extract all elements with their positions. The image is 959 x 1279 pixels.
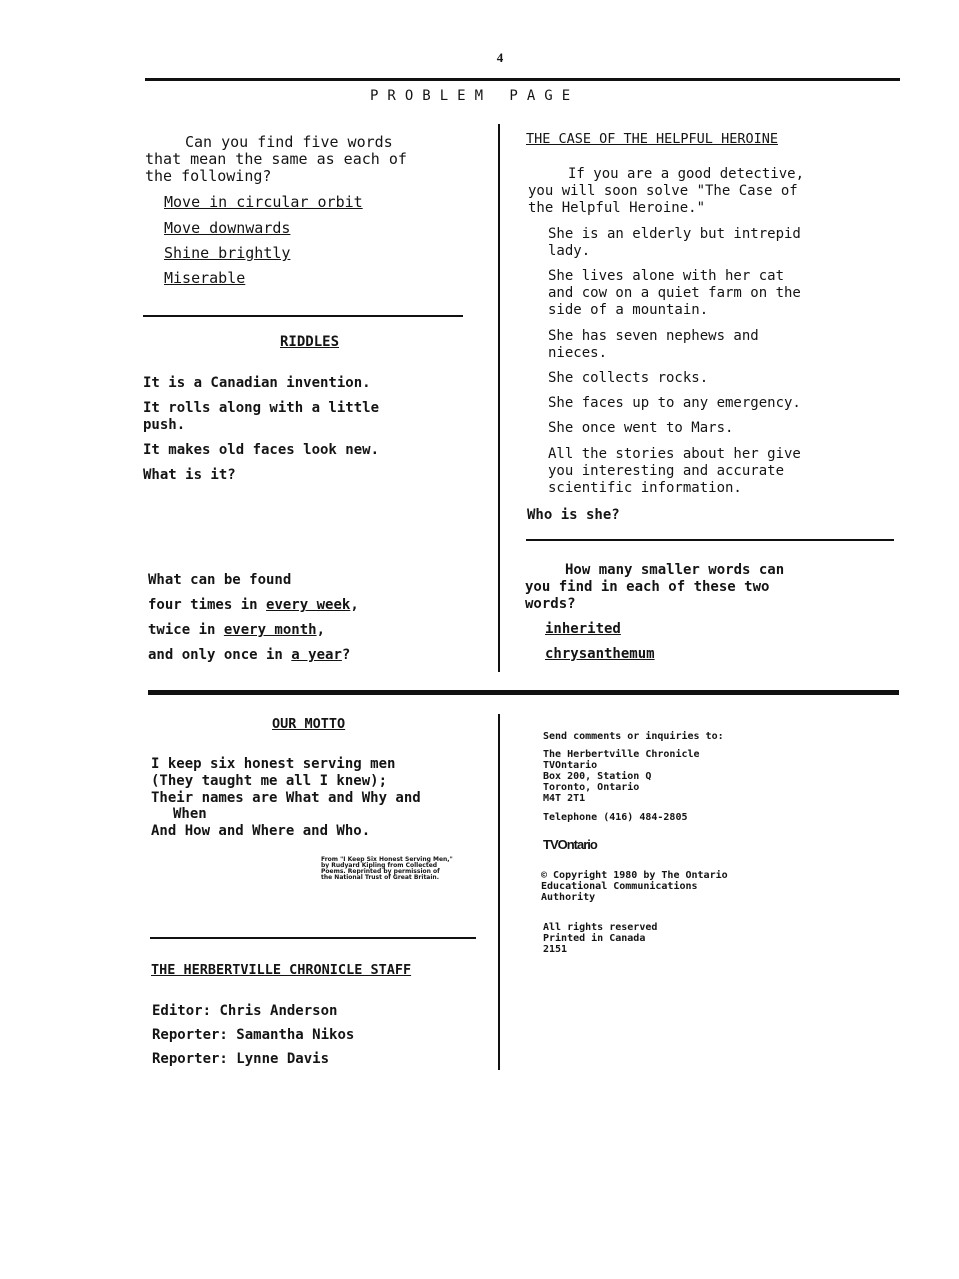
top-rule (145, 78, 900, 81)
found-line (148, 647, 359, 664)
heroine-title: THE CASE OF THE HELPFUL HEROINE (526, 131, 778, 147)
riddle-line: It makes old faces look new. (143, 442, 380, 458)
copyright-line: Educational Communications (541, 881, 698, 892)
column-divider-bottom (498, 714, 500, 1070)
copyright-notice (541, 870, 728, 903)
address-line: Box 200, Station Q (543, 771, 652, 782)
smaller-word: chrysanthemum (545, 646, 655, 662)
page-number: 4 (496, 50, 504, 65)
clue-line: She faces up to any emergency. (548, 395, 801, 411)
heroine-question: Who is she? (527, 507, 620, 523)
found-underlined: every week (266, 597, 351, 613)
intro-line: that mean the same as each of (145, 150, 407, 168)
contact-telephone: Telephone (416) 484-2805 (543, 812, 688, 823)
staff-member (152, 1051, 329, 1068)
riddle-line: What is it? (143, 467, 236, 483)
found-text: twice in (148, 622, 224, 638)
clue-line: All the stories about her give (548, 446, 801, 462)
rights-notice (543, 922, 657, 955)
clue-line: and cow on a quiet farm on the (548, 285, 801, 301)
synonym-item: Move in circular orbit (164, 193, 363, 211)
smaller-words-intro (525, 562, 784, 613)
synonym-item: Shine brightly (164, 244, 291, 262)
rights-line: 2151 (543, 944, 568, 955)
smaller-intro-line: words? (525, 596, 576, 612)
motto-poem (151, 756, 421, 840)
clue-line: nieces. (548, 345, 608, 361)
clue-line: lady. (548, 243, 591, 259)
riddles-text (143, 375, 379, 484)
heroine-intro (528, 166, 804, 217)
riddle-line: push. (143, 417, 186, 433)
rights-line: Printed in Canada (543, 933, 646, 944)
credit-line: the National Trust of Great Britain. (321, 874, 439, 881)
clue-line: side of a mountain. (548, 302, 709, 318)
intro-line: Can you find five words (185, 133, 393, 151)
synonym-item: Move downwards (164, 219, 291, 237)
section-title: PROBLEM PAGE (370, 88, 580, 104)
intro-line: the following? (145, 167, 272, 185)
found-line (148, 622, 359, 639)
address-line: TVOntario (543, 760, 598, 771)
address-line: The Herbertville Chronicle (543, 749, 700, 760)
riddle-line: It rolls along with a little (143, 400, 380, 416)
motto-title: OUR MOTTO (272, 716, 346, 732)
credit-line: Poems. Reprinted by permission of (321, 868, 440, 875)
found-underlined: a year (291, 647, 342, 663)
staff-role: Reporter: (152, 1027, 228, 1043)
found-text: ? (341, 647, 351, 663)
staff-name: Chris Anderson (219, 1003, 338, 1019)
credit-line: From "I Keep Six Honest Serving Men," (321, 856, 453, 863)
synonyms-intro (145, 134, 407, 185)
riddles-title: RIDDLES (280, 334, 340, 350)
clue-line: She once went to Mars. (548, 420, 734, 436)
address-line: M4T 2T1 (543, 793, 586, 804)
divider-left-1 (143, 315, 463, 317)
found-text: , (350, 597, 359, 613)
copyright-line: Authority (541, 892, 596, 903)
rights-line: All rights reserved (543, 922, 658, 933)
poem-line: When (173, 806, 207, 822)
staff-title: THE HERBERTVILLE CHRONICLE STAFF (151, 962, 412, 978)
credit-line: by Rudyard Kipling from Collected (321, 862, 438, 869)
found-underlined: every month (223, 622, 317, 638)
clue-line: She collects rocks. (548, 370, 709, 386)
found-text: and only once in (148, 647, 292, 663)
heroine-intro-line: If you are a good detective, (568, 166, 805, 182)
poem-line: (They taught me all I knew); (151, 773, 388, 789)
found-line: What can be found (148, 572, 292, 588)
copyright-line: © Copyright 1980 by The Ontario (541, 870, 728, 881)
smaller-intro-line: How many smaller words can (565, 562, 785, 578)
poem-line: And How and Where and Who. (151, 823, 371, 839)
staff-role: Reporter: (152, 1051, 228, 1067)
clue-line: She is an elderly but intrepid (548, 226, 801, 242)
synonym-item: Miserable (164, 269, 246, 287)
riddle-line: It is a Canadian invention. (143, 375, 371, 391)
poem-line: Their names are What and Why and (151, 790, 421, 806)
contact-address (543, 749, 700, 804)
found-line (148, 597, 359, 614)
staff-name: Samantha Nikos (236, 1027, 355, 1043)
heroine-intro-line: the Helpful Heroine." (528, 200, 706, 216)
found-riddle (148, 572, 359, 664)
staff-member (152, 1003, 337, 1020)
smaller-intro-line: you find in each of these two (525, 579, 770, 595)
clue-line: She lives alone with her cat (548, 268, 785, 284)
heroine-intro-line: you will soon solve "The Case of (528, 183, 798, 199)
divider-left-2 (150, 937, 476, 939)
clue-line: scientific information. (548, 480, 742, 496)
contact-heading: Send comments or inquiries to: (543, 731, 724, 742)
staff-name: Lynne Davis (236, 1051, 330, 1067)
column-divider-top (498, 124, 500, 672)
poem-line: I keep six honest serving men (151, 756, 396, 772)
heroine-clues (548, 226, 801, 497)
motto-credit (321, 857, 453, 881)
staff-member (152, 1027, 354, 1044)
found-text: four times in (148, 597, 267, 613)
clue-line: you interesting and accurate (548, 463, 785, 479)
tvontario-logo: TVOntario (543, 837, 597, 852)
found-text: , (316, 622, 326, 638)
clue-line: She has seven nephews and (548, 328, 759, 344)
address-line: Toronto, Ontario (543, 782, 640, 793)
divider-right-1 (526, 539, 894, 541)
smaller-word: inherited (545, 621, 621, 637)
middle-rule (148, 690, 899, 695)
staff-role: Editor: (152, 1003, 212, 1019)
